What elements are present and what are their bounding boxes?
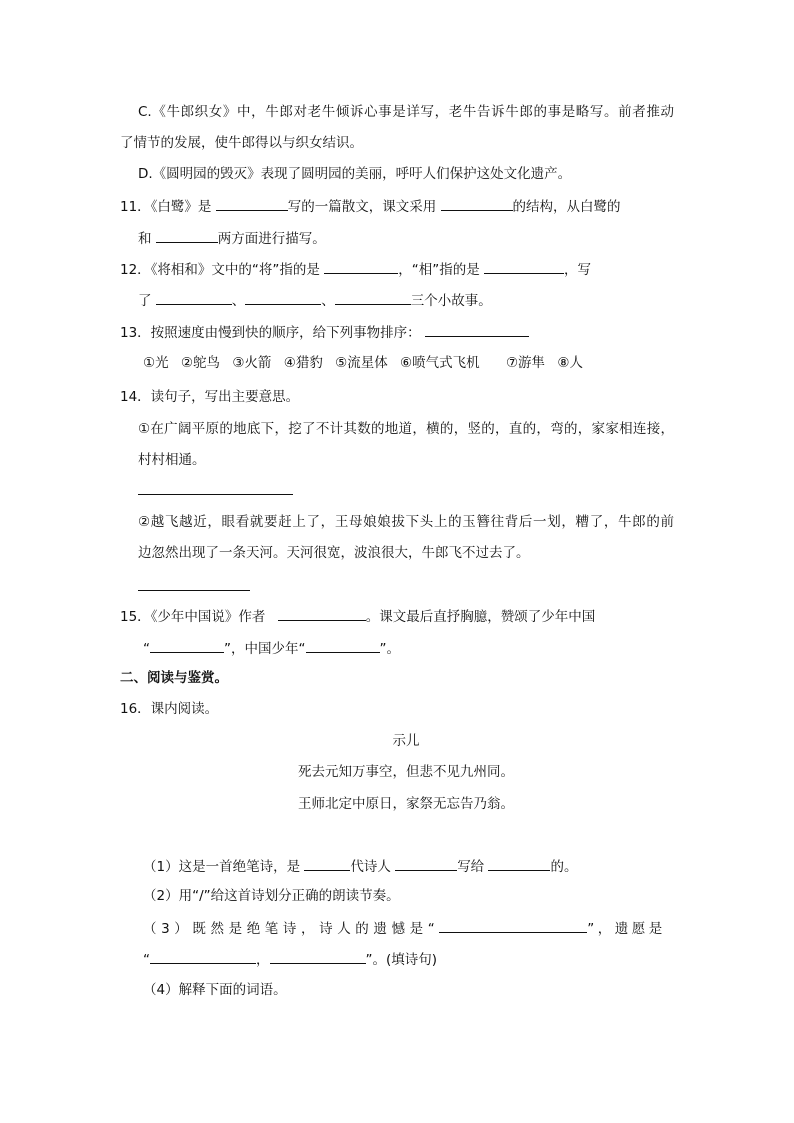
- q10-option-c-line2: 了情节的发展，使牛郎得以与织女结识。: [120, 135, 363, 151]
- q12-text-a: 《将相和》文中的“将”指的是: [150, 262, 320, 278]
- q12-text-d: 了: [138, 293, 152, 309]
- q15-blank-youth[interactable]: [306, 638, 380, 653]
- q14-sentence2-line1: ②越飞越近，眼看就要赶上了，王母娘娘拔下头上的玉簪往背后一划，糟了，牛郎的前: [138, 514, 674, 530]
- q16-part3-text-b: ”，遗愿是: [587, 921, 666, 937]
- q16-prompt: 16．课内阅读。: [120, 701, 219, 717]
- q16-part1-text-a: （1）这是一首绝笔诗，是: [143, 859, 301, 875]
- q13-text: 13．按照速度由慢到快的顺序，给下列事物排序：: [120, 325, 421, 341]
- q16-blank-regret[interactable]: [439, 918, 587, 933]
- q13-options: [143, 354, 583, 372]
- q11-text-a: 《白鹭》是: [150, 199, 212, 215]
- q16-part3-text-d: ，: [256, 952, 270, 968]
- q12-sep2: 、: [321, 293, 335, 309]
- q15-text-e: ”。: [379, 641, 400, 657]
- q14-sentence2-line2: 边忽然出现了一条天河。天河很宽，波浪很大，牛郎飞不过去了。: [138, 545, 530, 561]
- q15-text-b: 。课文最后直抒胸臆，赞颂了少年中国: [365, 609, 596, 625]
- section-heading: 二、阅读与鉴赏。: [120, 670, 228, 686]
- q12-line2: [138, 290, 492, 310]
- q12-blank-story3[interactable]: [335, 290, 411, 305]
- q13-option-2: ②鸵鸟: [180, 355, 221, 371]
- q16-part1-text-b: 代诗人: [350, 859, 391, 875]
- q16-blank-wish1[interactable]: [150, 949, 256, 964]
- q15-number: 15．: [120, 609, 151, 625]
- q12-blank-story2[interactable]: [245, 290, 321, 305]
- q15-text-d: ”，中国少年“: [224, 641, 306, 657]
- q11-blank-structure[interactable]: [441, 196, 513, 211]
- q12-text-c: ，写: [564, 262, 592, 278]
- q11-text-d: 和: [138, 231, 152, 247]
- q16-blank-recipient[interactable]: [488, 856, 550, 871]
- q11-blank-author[interactable]: [216, 196, 288, 211]
- q16-blank-poet[interactable]: [395, 856, 457, 871]
- q16-part1-text-d: 的。: [550, 859, 578, 875]
- q12-text-e: 三个小故事。: [410, 293, 492, 309]
- q16-part3-text-a: （3）既然是绝笔诗，诗人的遗憾是“: [143, 921, 440, 937]
- q11-blank-aspect[interactable]: [156, 228, 218, 243]
- q14-sentence1-line1: ①在广阔平原的地底下，挖了不计其数的地道，横的，竖的，直的，弯的，家家相连接，: [138, 421, 674, 437]
- poem-line2: 王师北定中原日，家祭无忘告乃翁。: [298, 796, 514, 812]
- q15-text-c: “: [143, 641, 150, 657]
- q13-option-6: ⑥喷气式飞机: [400, 355, 480, 371]
- q13-option-4: ④猎豹: [283, 355, 323, 371]
- q14-prompt: 14．读句子，写出主要意思。: [120, 389, 300, 405]
- q11-number: 11．: [120, 199, 151, 215]
- q11-text-c: 的结构，从白鹭的: [512, 199, 621, 215]
- q11-text-b: 写的一篇散文，课文采用: [287, 199, 437, 215]
- q16-blank-wish2[interactable]: [270, 949, 366, 964]
- q16-part3-line2: [143, 949, 437, 969]
- q12-blank-story1[interactable]: [156, 290, 232, 305]
- q14-answer-line1[interactable]: [138, 494, 293, 495]
- q13-option-7: ⑦游隼: [505, 355, 546, 371]
- q10-option-c-line1: C.《牛郎织女》中，牛郎对老牛倾诉心事是详写，老牛告诉牛郎的事是略写。前者推动: [138, 104, 674, 120]
- q16-part4: （4）解释下面的词语。: [143, 982, 287, 998]
- q14-sentence1-line2: 村村相通。: [138, 452, 206, 468]
- q12-text-b: ，“相”指的是: [398, 262, 480, 278]
- q16-part2: （2）用“/”给这首诗划分正确的朗读节奏。: [143, 888, 400, 904]
- q16-blank-dynasty[interactable]: [304, 856, 350, 871]
- q13-option-1: ①光: [143, 355, 169, 371]
- q11-line2: [138, 228, 326, 248]
- q14-answer-line2[interactable]: [138, 590, 250, 591]
- q15-blank-author[interactable]: [278, 606, 366, 621]
- q16-part3-line1: [143, 918, 675, 938]
- q12-line1: [120, 259, 591, 279]
- q12-blank-minister[interactable]: [484, 259, 564, 274]
- q12-number: 12．: [120, 262, 151, 278]
- poem-line1: 死去元知万事空，但悲不见九州同。: [298, 764, 514, 780]
- q13-option-5: ⑤流星体: [335, 355, 388, 371]
- q16-part1: [143, 856, 577, 876]
- q16-part3-text-e: ”。(填诗句): [365, 952, 438, 968]
- q13-option-3: ③火箭: [232, 355, 272, 371]
- q15-blank-nation[interactable]: [150, 638, 224, 653]
- q13-blank-order[interactable]: [425, 322, 529, 337]
- q10-option-d: D.《圆明园的毁灭》表现了圆明园的美丽，呼吁人们保护这处文化遗产。: [138, 166, 572, 182]
- q15-line1: [120, 606, 595, 626]
- q11-text-e: 两方面进行描写。: [217, 231, 326, 247]
- q12-blank-general[interactable]: [324, 259, 398, 274]
- q16-part3-text-c: “: [143, 952, 150, 968]
- q11-line1: [120, 196, 621, 216]
- q13-line: [120, 322, 529, 342]
- poem-title: 示儿: [392, 733, 420, 749]
- q13-option-8: ⑧人: [557, 355, 583, 371]
- q15-text-a: 《少年中国说》作者: [150, 609, 266, 625]
- q16-part1-text-c: 写给: [457, 859, 485, 875]
- q12-sep1: 、: [231, 293, 246, 309]
- q15-line2: [143, 638, 400, 658]
